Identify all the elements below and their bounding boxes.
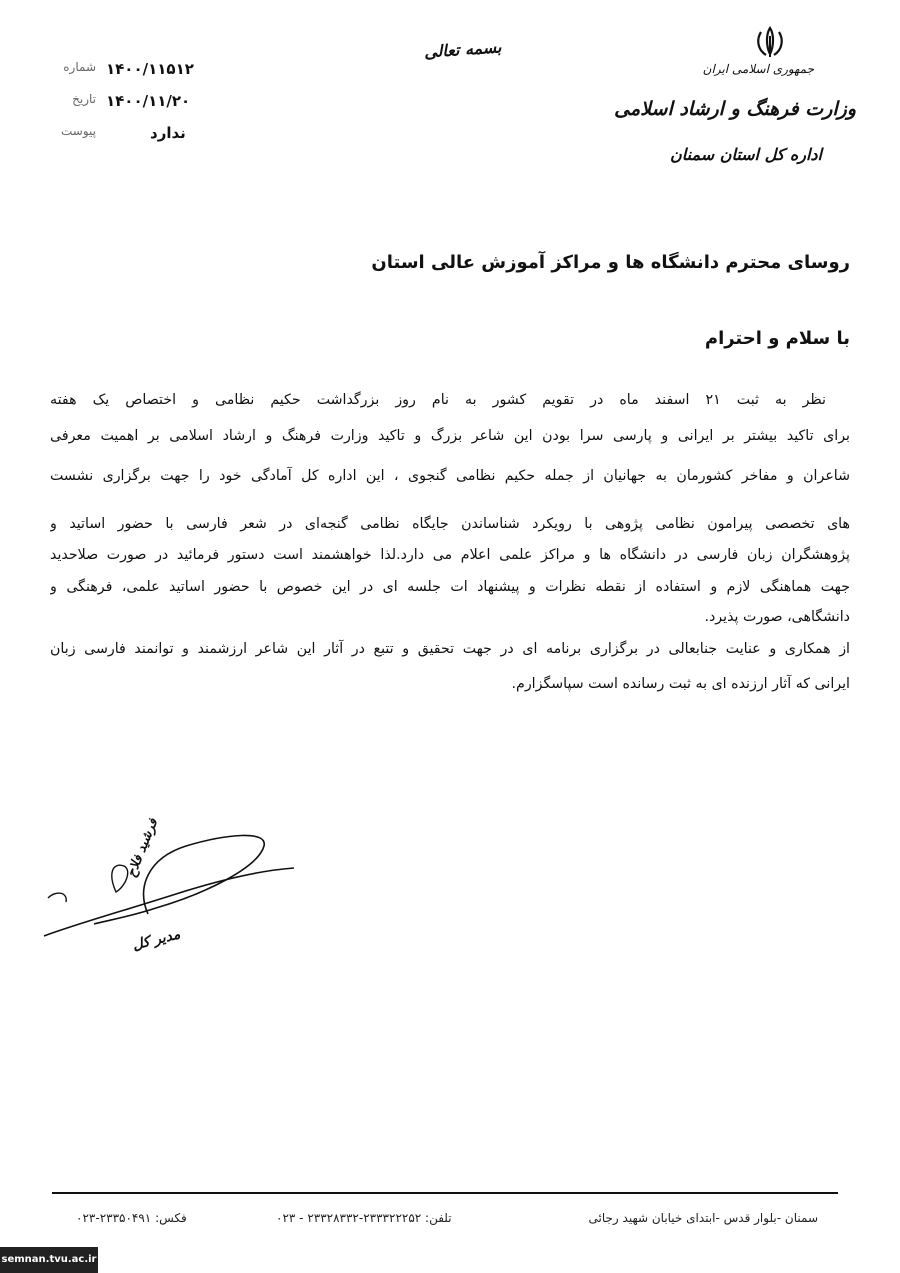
footer-phone: تلفن: ۲۳۳۳۲۲۲۵۲-۲۳۳۲۸۳۳۲ - ۰۲۳ (276, 1211, 452, 1225)
footer-rule (52, 1192, 838, 1194)
letter-number-row (48, 60, 198, 82)
iran-emblem-icon (752, 24, 788, 60)
body-line: برای تاکید بیشتر بر ایرانی و پارسی سرا بودن این شاعر بزرگ و تاکید وزارت فرهنگ و ارشاد اسلامی بر اهمیت معرفی (50, 428, 850, 444)
footer-fax: فکس: ۲۳۳۵۰۴۹۱-۰۲۳ (76, 1211, 187, 1225)
letter-date-label: تاریخ (72, 92, 96, 106)
greeting: با سلام و احترام (704, 328, 850, 349)
letter-number-label: شماره (63, 60, 96, 74)
letter-date-row (48, 92, 198, 114)
office-name: اداره کل استان سمنان (670, 145, 822, 164)
footer-address: سمنان -بلوار قدس -ابتدای خیابان شهید رجائی (588, 1211, 818, 1225)
letter-attachment-label: پیوست (61, 124, 96, 138)
body-line: از همکاری و عنایت جنابعالی در برگزاری برنامه ای در جهت تحقیق و تتبع در آثار این شاعر ارزشمند و توانمند فارسی زبان (50, 641, 850, 657)
letter-date-value: ۱۴۰۰/۱۱/۲۰ (106, 92, 191, 110)
body-line: پژوهشگران زبان فارسی در دانشگاه ها و مراکز علمی اعلام می دارد.لذا خواهشمند است دستور فرمائید در صورت صلاحدید (50, 547, 850, 563)
body-line: نظر به ثبت ۲۱ اسفند ماه در تقویم کشور به نام روز بزرگداشت حکیم نظامی و اختصاص یک هفته (50, 392, 826, 408)
body-line: ایرانی که آثار ارزنده ای به ثبت رسانده است سپاسگزارم. (511, 676, 850, 692)
letter-attachment-row (48, 124, 198, 146)
addressee: روسای محترم دانشگاه ها و مراکز آموزش عالی استان (371, 252, 850, 273)
body-line: دانشگاهی، صورت پذیرد. (704, 609, 850, 625)
signatory-title: مدیر کل (130, 926, 182, 954)
letter-number-value: ۱۴۰۰/۱۱۵۱۲ (106, 60, 194, 78)
body-line: شاعران و مفاخر کشورمان به جهانیان از جمله حکیم نظامی گنجوی ، این اداره کل آمادگی خود را جهت برگزاری نشست (50, 468, 850, 484)
signatory-name: فرشید فلاح (124, 816, 162, 880)
body-line: های تخصصی پیرامون نظامی پژوهی با رویکرد شناساندن جایگاه نظامی گنجه‌ای در شعر فارسی با حضور اساتید و (50, 516, 850, 532)
source-watermark: semnan.tvu.ac.ir (0, 1247, 98, 1273)
ministry-name: وزارت فرهنگ و ارشاد اسلامی (614, 98, 856, 120)
body-line: جهت هماهنگی لازم و استفاده از نقطه نظرات و پیشنهاد ات جلسه ای در این خصوص با حضور اساتید علمی، فرهنگی و (50, 579, 850, 595)
republic-name: جمهوری اسلامی ایران (702, 62, 814, 76)
letter-attachment-value: ندارد (150, 124, 186, 142)
bismillah: بسمه تعالی (423, 37, 502, 62)
